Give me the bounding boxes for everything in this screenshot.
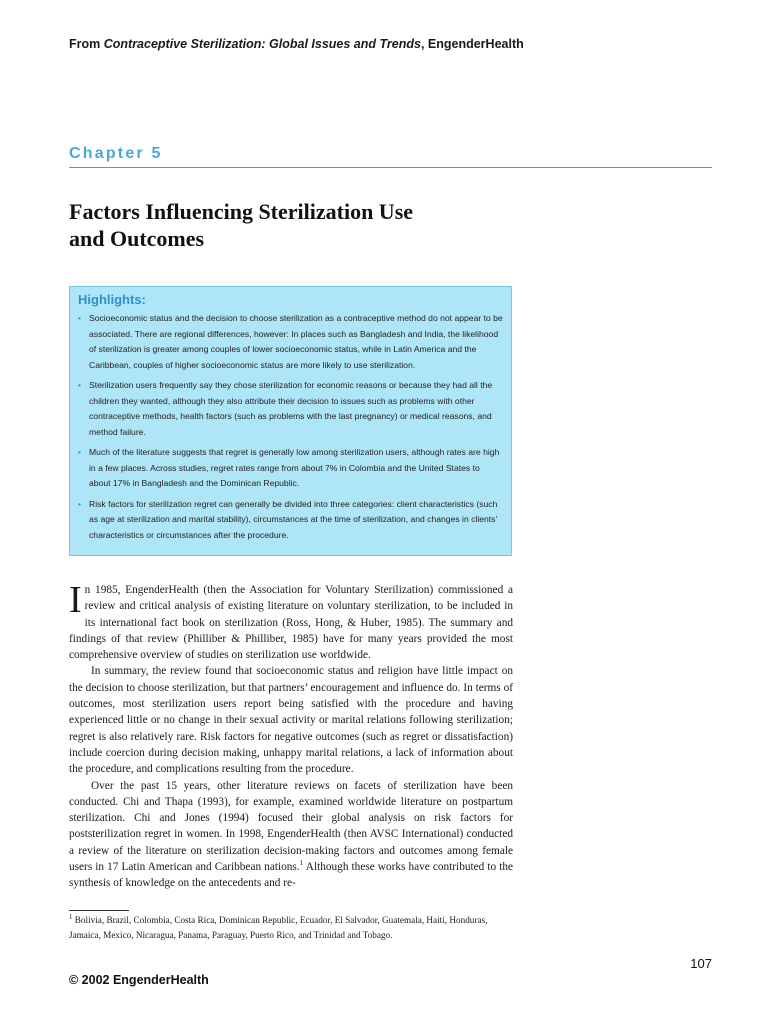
chapter-label: Chapter 5 — [69, 145, 163, 162]
chapter-title — [69, 198, 529, 252]
chapter-title-line-2: and Outcomes — [69, 226, 205, 251]
highlight-text: Much of the literature suggests that regret is generally low among sterilization users, although rates are high in a few places. Across studies, regret rates range from about 7% in Colombia and the United States to about 17% in Bangladesh and the Dominican Republic. — [89, 447, 500, 488]
drop-cap: I — [69, 579, 82, 621]
highlight-text: Risk factors for sterilization regret can generally be divided into three categories: client characteristics (such as age at sterilization and marital stability), circumstances at the time of sterilization, and changes in clients’ characteristics or circumstances after the procedure. — [89, 498, 498, 540]
highlight-item — [78, 378, 503, 440]
highlight-text: Sterilization users frequently say they chose sterilization for economic reasons or because they had all the children they wanted, although they also attribute their decision to issues such as problems with other contraceptive methods, health factors (such as problems with the last pregnancy) or medical reasons, and method failure. — [89, 380, 493, 437]
source-publisher: , EngenderHealth — [420, 37, 524, 51]
chapter-divider — [69, 167, 712, 168]
highlights-list — [78, 311, 503, 543]
copyright: © 2002 EngenderHealth — [69, 973, 209, 987]
footnote-marker: 1 — [69, 912, 73, 921]
paragraph-3-text-b: Although these works have contributed to the synthesis of knowledge on the antecedents and re- — [69, 861, 513, 890]
bullet-icon: • — [78, 498, 82, 509]
paragraph-1 — [69, 579, 513, 663]
highlight-item — [78, 497, 503, 544]
footnote-ref: 1 — [299, 858, 304, 868]
highlight-item — [78, 445, 503, 492]
footnote-text: Bolivia, Brazil, Colombia, Costa Rica, Dominican Republic, Ecuador, El Salvador, Guatemala, Haiti, Honduras, Jamaica, Mexico, Nicaragua, Panama, Paraguay, Puerto Rico, and Trinidad and Tobago. — [69, 915, 488, 940]
bullet-icon: • — [78, 380, 82, 390]
footnote-divider — [69, 910, 129, 911]
source-book-title: Contraceptive Sterilization: Global Issues and Trends — [103, 37, 421, 51]
source-prefix: From — [69, 37, 101, 51]
highlight-item — [78, 311, 503, 373]
paragraph-1-text: n 1985, EngenderHealth (then the Association for Voluntary Sterilization) commissioned a review and critical analysis of existing literature on voluntary sterilization, to be included in its international fact book on sterilization (Ross, Hong, & Huber, 1985). The summary and findings of that review (Philliber & Philliber, 1985) have for many years provided the most comprehensive overview of studies on sterilization use worldwide. — [69, 584, 513, 662]
highlights-box — [69, 286, 512, 556]
footnote — [69, 913, 513, 943]
bullet-icon: • — [78, 447, 82, 457]
page-number: 107 — [690, 956, 712, 971]
bullet-icon: • — [78, 313, 82, 323]
paragraph-3-text-a: Over the past 15 years, other literature reviews on facets of sterilization have been conducted. Chi and Thapa (1993), for example, examined worldwide literature on postpartum sterilization. Chi and Jones (1994) focused their global analysis on risk factors for poststerilization regret in women. In 1998, EngenderHealth (then AVSC International) conducted a review of the literature on sterilization decision-making factors and outcomes among female users in 17 Latin American and Caribbean nations. — [69, 779, 513, 874]
paragraph-2: In summary, the review found that socioeconomic status and religion have little impact on the decision to choose sterilization, but that partners’ encouragement and influence do. In terms of outcomes, most sterilization users report being satisfied with the procedure and having experienced little or no change in their sexual activity or marital relations following sterilization; regret is also relatively rare. Risk factors for negative outcomes (such as regret or dissatisfaction) include coercion during decision making, unhappy marital relations, a lack of information about the procedure, and complications resulting from the procedure. — [69, 665, 513, 776]
paragraph-3 — [69, 778, 513, 892]
highlight-text: Socioeconomic status and the decision to choose sterilization as a contraceptive method do not appear to be associated. There are regional differences, however: In places such as Bangladesh and India, the likelihood of sterilization is greater among couples of lower socioeconomic status, while in Latin America and the Caribbean, couples of higher socioeconomic status are more likely to use sterilization. — [89, 313, 503, 370]
highlights-title: Highlights: — [78, 292, 146, 307]
chapter-title-line-1: Factors Influencing Sterilization Use — [69, 199, 414, 224]
source-line — [69, 37, 524, 51]
body-text — [69, 579, 513, 892]
